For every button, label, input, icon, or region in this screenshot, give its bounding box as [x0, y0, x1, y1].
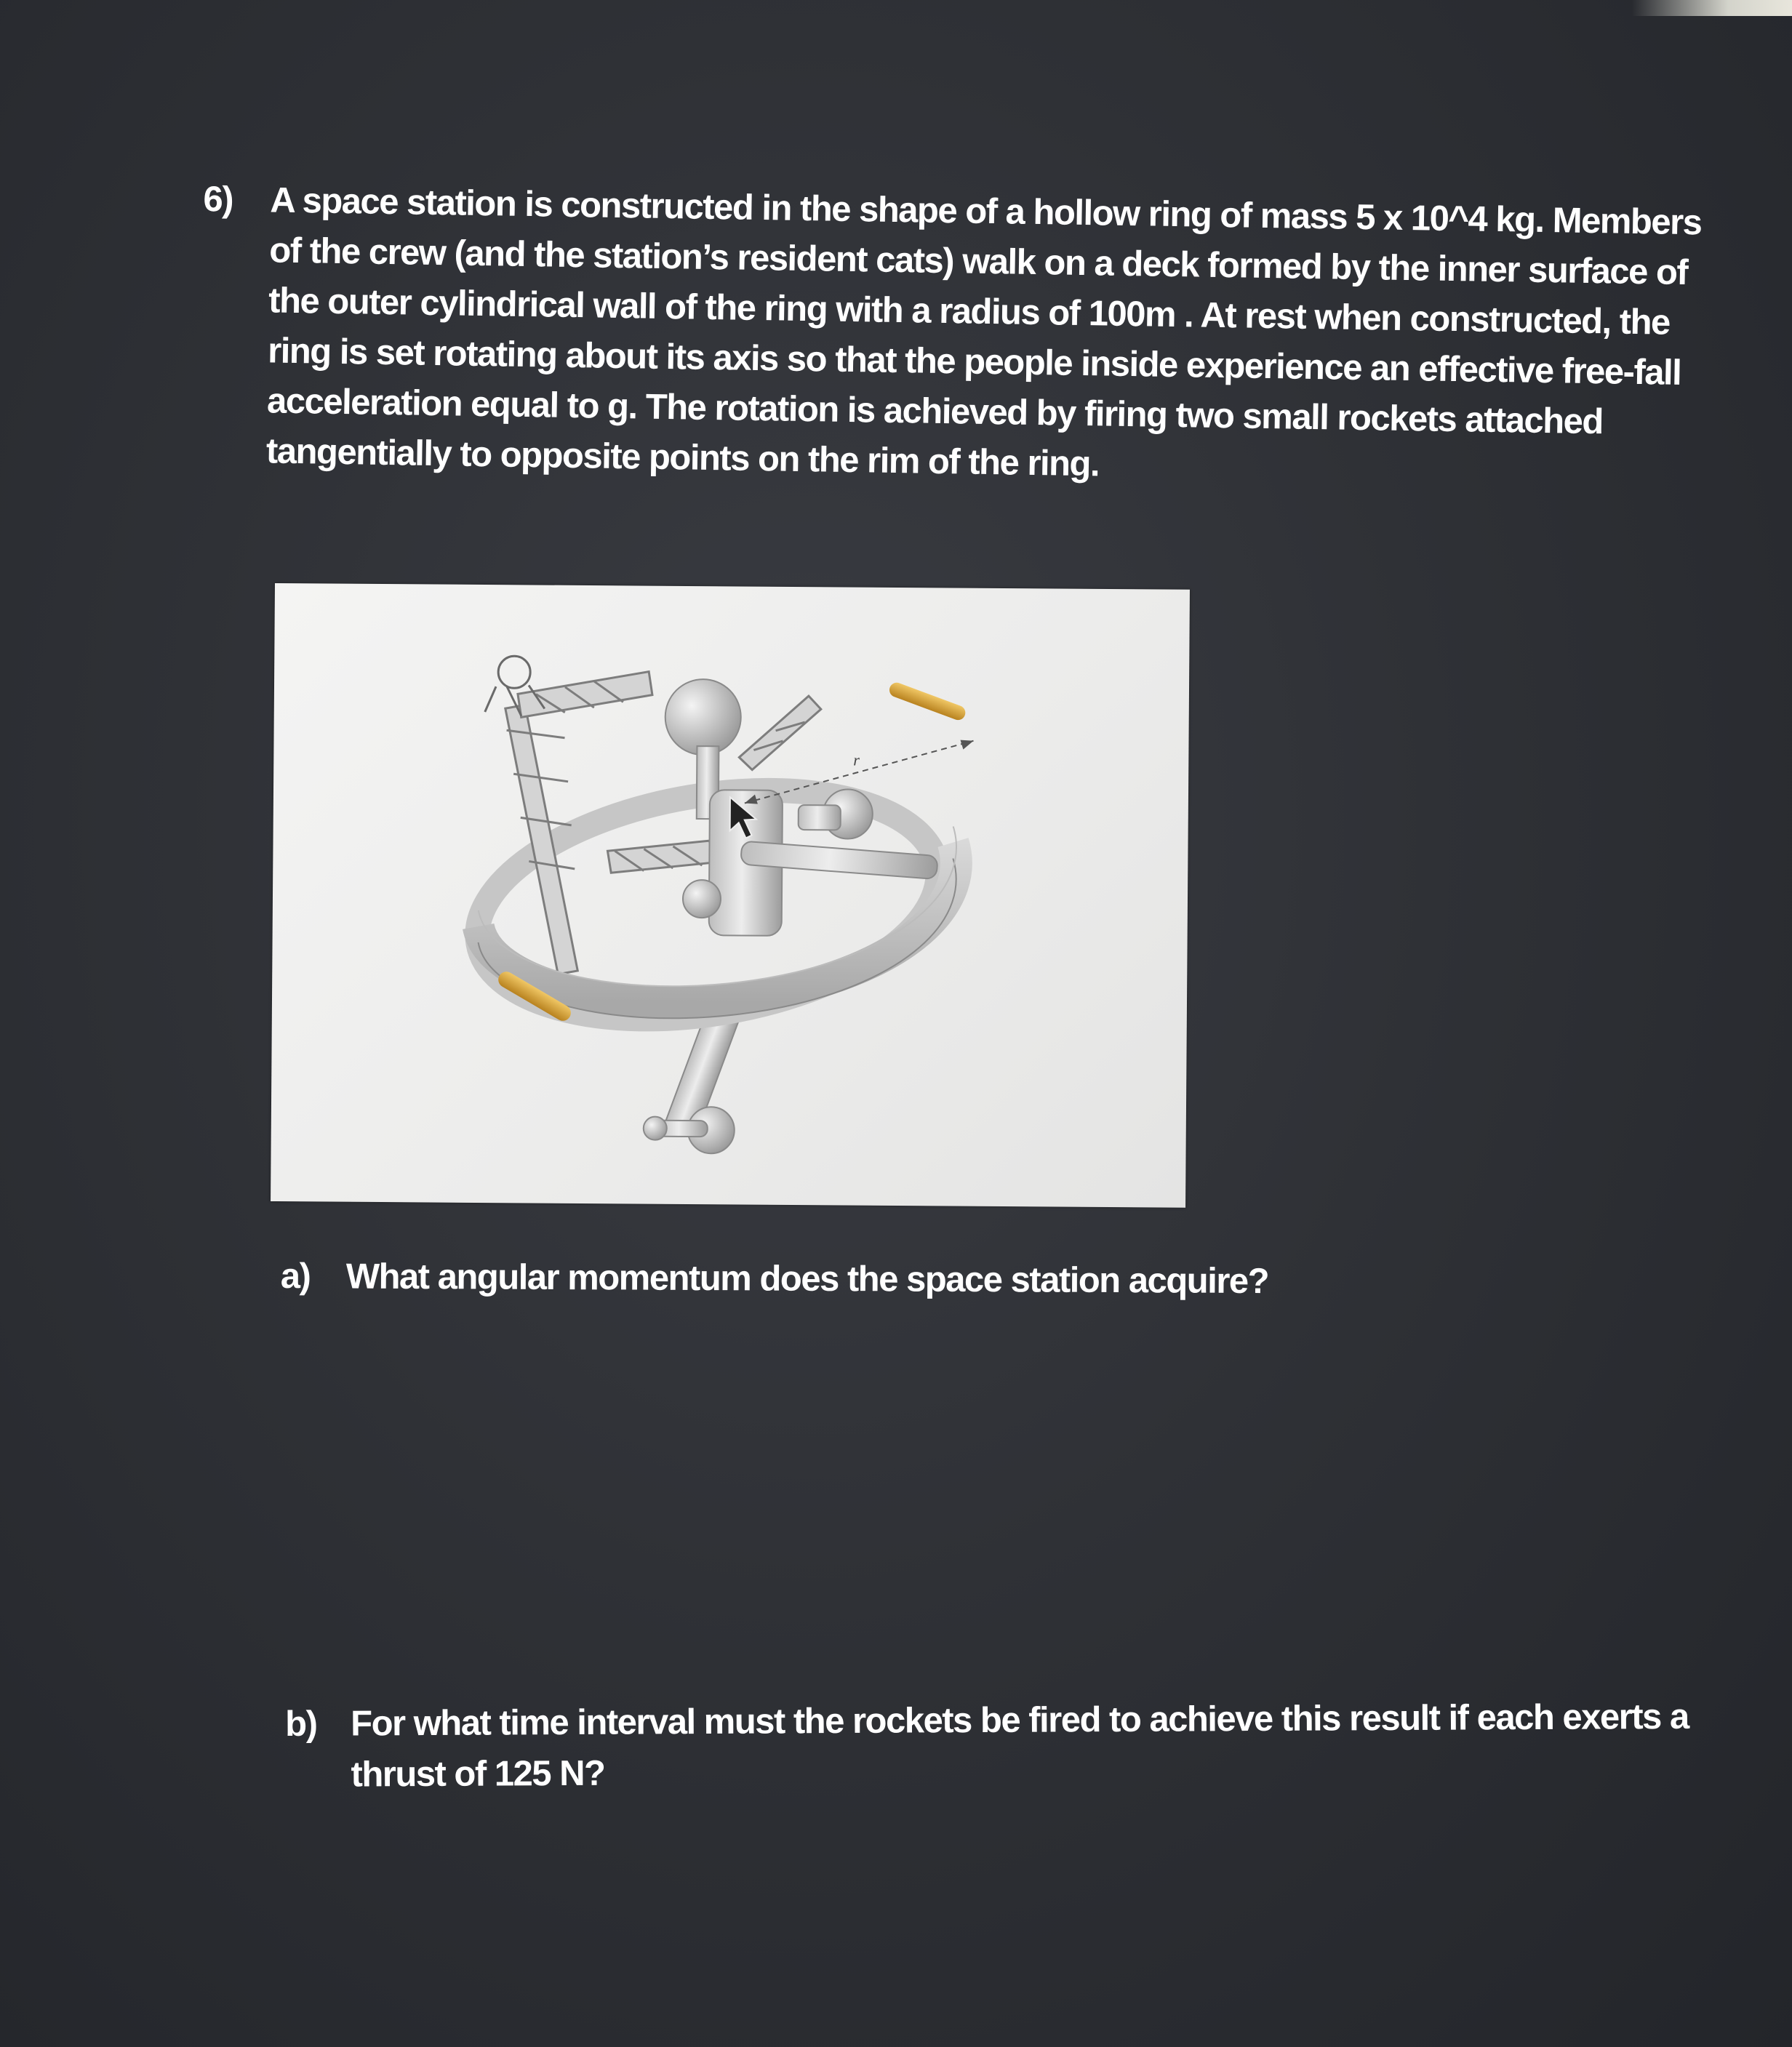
part-a-label: a): [280, 1256, 311, 1297]
question-number: 6): [203, 179, 233, 220]
screen-glare: [1632, 0, 1792, 16]
part-b: [285, 1691, 1704, 1800]
part-a: [281, 1251, 1590, 1308]
radius-label: r: [853, 750, 860, 769]
question-text: A space station is constructed in the shape of a hollow ring of mass 5 x 10^4 kg. Members of the crew (and the station’s resident cats) walk on a deck formed by the inner surface of the outer cylindrical wall of the ring with a radius of 100m . At rest when constructed, the ring is set rotating about its axis so that the people inside experience an effective free-fall acceleration equal to g. The rotation is achieved by firing two small rockets attached tangentially to opposite points on the rim of the ring.: [265, 180, 1702, 484]
part-a-text: What angular momentum does the space station acquire?: [345, 1257, 1269, 1302]
space-station-figure: [271, 583, 1190, 1208]
question-6: [199, 175, 1737, 500]
space-station-illustration: [271, 583, 1190, 1208]
part-b-text: For what time interval must the rockets be fired to achieve this result if each exerts a thrust of 125 N?: [351, 1697, 1689, 1795]
rocket-top-right: [887, 681, 968, 722]
part-b-label: b): [285, 1704, 317, 1744]
